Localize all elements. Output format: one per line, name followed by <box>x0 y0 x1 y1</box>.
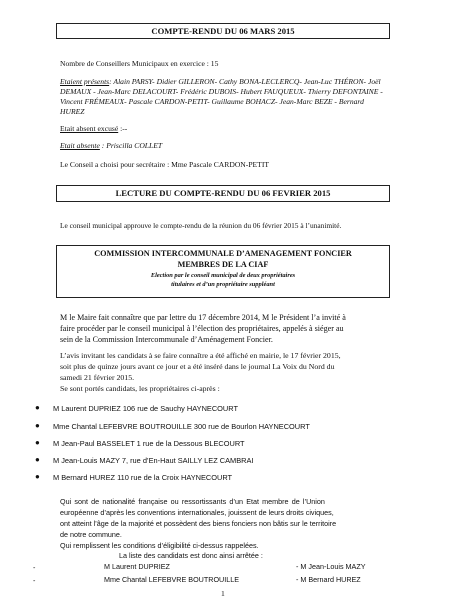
bullet-icon: ● <box>35 403 40 412</box>
presents-line-2: DEMAUX - Jean-Marc DELACOURT- Frédéric DUBOIS- Hubert FAUQUEUX- Thierry DEFONTAINE - <box>60 87 383 96</box>
page-number: 1 <box>221 589 225 598</box>
candidate-item: Mme Chantal LEFEBVRE BOUTROUILLE 300 rue de Bourlon HAYNECOURT <box>53 422 310 431</box>
section-lecture-title: LECTURE DU COMPTE-RENDU DU 06 FEVRIER 2015 <box>115 188 331 198</box>
section-lecture-box <box>56 185 390 202</box>
secretaire: Le Conseil a choisi pour secrétaire : Mme Pascale CARDON-PETIT <box>60 160 269 169</box>
presents-line-3: Vincent FRÉMEAUX- Pascale CARDON-PETIT- Guillaume BOHACZ- Jean-Marc BEZE - Bernard <box>60 97 364 106</box>
final-right: - M Jean-Louis MAZY <box>296 562 366 571</box>
conseillers-count: Nombre de Conseillers Municipaux en exercice : 15 <box>60 59 219 68</box>
ciaf-subtitle-1: Election par le conseil municipal de deux propriétaires <box>150 272 296 279</box>
para1-line-3: sein de la Commission Intercommunale d’Aménagement Foncier. <box>60 335 273 344</box>
candidate-item: M Jean-Louis MAZY 7, rue d’En-Haut SAILLY LEZ CAMBRAI <box>53 456 254 465</box>
final-left: Mme Chantal LEFEBVRE BOUTROUILLE <box>104 575 240 584</box>
para1-line-1: M le Maire fait connaître que par lettre du 17 décembre 2014, M le Président l’a invité à <box>60 313 346 322</box>
candidate-item: M Jean-Paul BASSELET 1 rue de la Dessous BLECOURT <box>53 439 245 448</box>
candidate-item: M Bernard HUREZ 110 rue de la Croix HAYNECOURT <box>53 473 233 482</box>
bullet-icon: ● <box>35 438 40 447</box>
absente: Etait absente : Priscilla COLLET <box>60 141 163 150</box>
presents-label: Etaient présents <box>60 77 110 86</box>
para3-line-2: européenne d’après les conventions internationales, jouissent de leurs droits civiques, <box>60 508 334 517</box>
page-title: COMPTE-RENDU DU 06 MARS 2015 <box>151 26 295 36</box>
bullet-icon: ● <box>35 472 40 481</box>
list-intro: La liste des candidats est donc ainsi arrêtée : <box>119 551 263 560</box>
bullet-icon: ● <box>35 421 40 430</box>
header-box <box>56 23 390 39</box>
section-lecture-text: Le conseil municipal approuve le compte-rendu de la réunion du 06 février 2015 à l’unanimité. <box>60 221 342 230</box>
bullet-icon: ● <box>35 455 40 464</box>
para3-line-1: Qui sont de nationalité française ou ressortissants d’un Etat membre de l’Union <box>60 497 325 506</box>
ciaf-title-2: MEMBRES DE LA CIAF <box>177 260 269 269</box>
ciaf-title-1: COMMISSION INTERCOMMUNALE D’AMENAGEMENT FONCIER <box>94 249 352 258</box>
para2-line-4: Se sont portés candidats, les propriétaires ci-après : <box>60 384 220 393</box>
para3-line-5: Qui remplissent les conditions d’éligibilité ci-dessus rappelées. <box>60 541 259 550</box>
para2-line-3: samedi 21 février 2015. <box>60 373 135 382</box>
candidate-item: M Laurent DUPRIEZ 106 rue de Sauchy HAYNECOURT <box>53 404 238 413</box>
presents-line-4: HUREZ <box>60 107 85 116</box>
ciaf-box <box>56 245 390 298</box>
final-dash: - <box>33 563 36 572</box>
final-left: M Laurent DUPRIEZ <box>104 562 170 571</box>
para2-line-2: soit plus de quinze jours avant ce jour et a été inséré dans le journal La Voix du Nord du <box>60 362 335 371</box>
para1-line-2: faire procéder par le conseil municipal à l’élection des propriétaires, appelés à siéger au <box>60 324 344 333</box>
para3-line-4: de notre commune. <box>60 530 122 539</box>
para3-line-3: ont atteint l’âge de la majorité et possèdent des biens fonciers non bâtis sur le territoire <box>60 519 337 528</box>
para2-line-1: L’avis invitant les candidats à se faire connaître a été affiché en mairie, le 17 février 2015, <box>60 351 341 360</box>
final-right: - M Bernard HUREZ <box>296 575 361 584</box>
final-dash: - <box>33 576 36 585</box>
absent-excuse: Etait absent excusé :-- <box>60 124 128 133</box>
ciaf-subtitle-2: titulaires et d’un propriétaire suppléant <box>171 281 275 288</box>
presents-line-1: Etaient présents: Alain PARSY- Didier GILLERON- Cathy BONA-LECLERCQ- Jean-Luc THÉRON- Joël <box>60 77 381 86</box>
